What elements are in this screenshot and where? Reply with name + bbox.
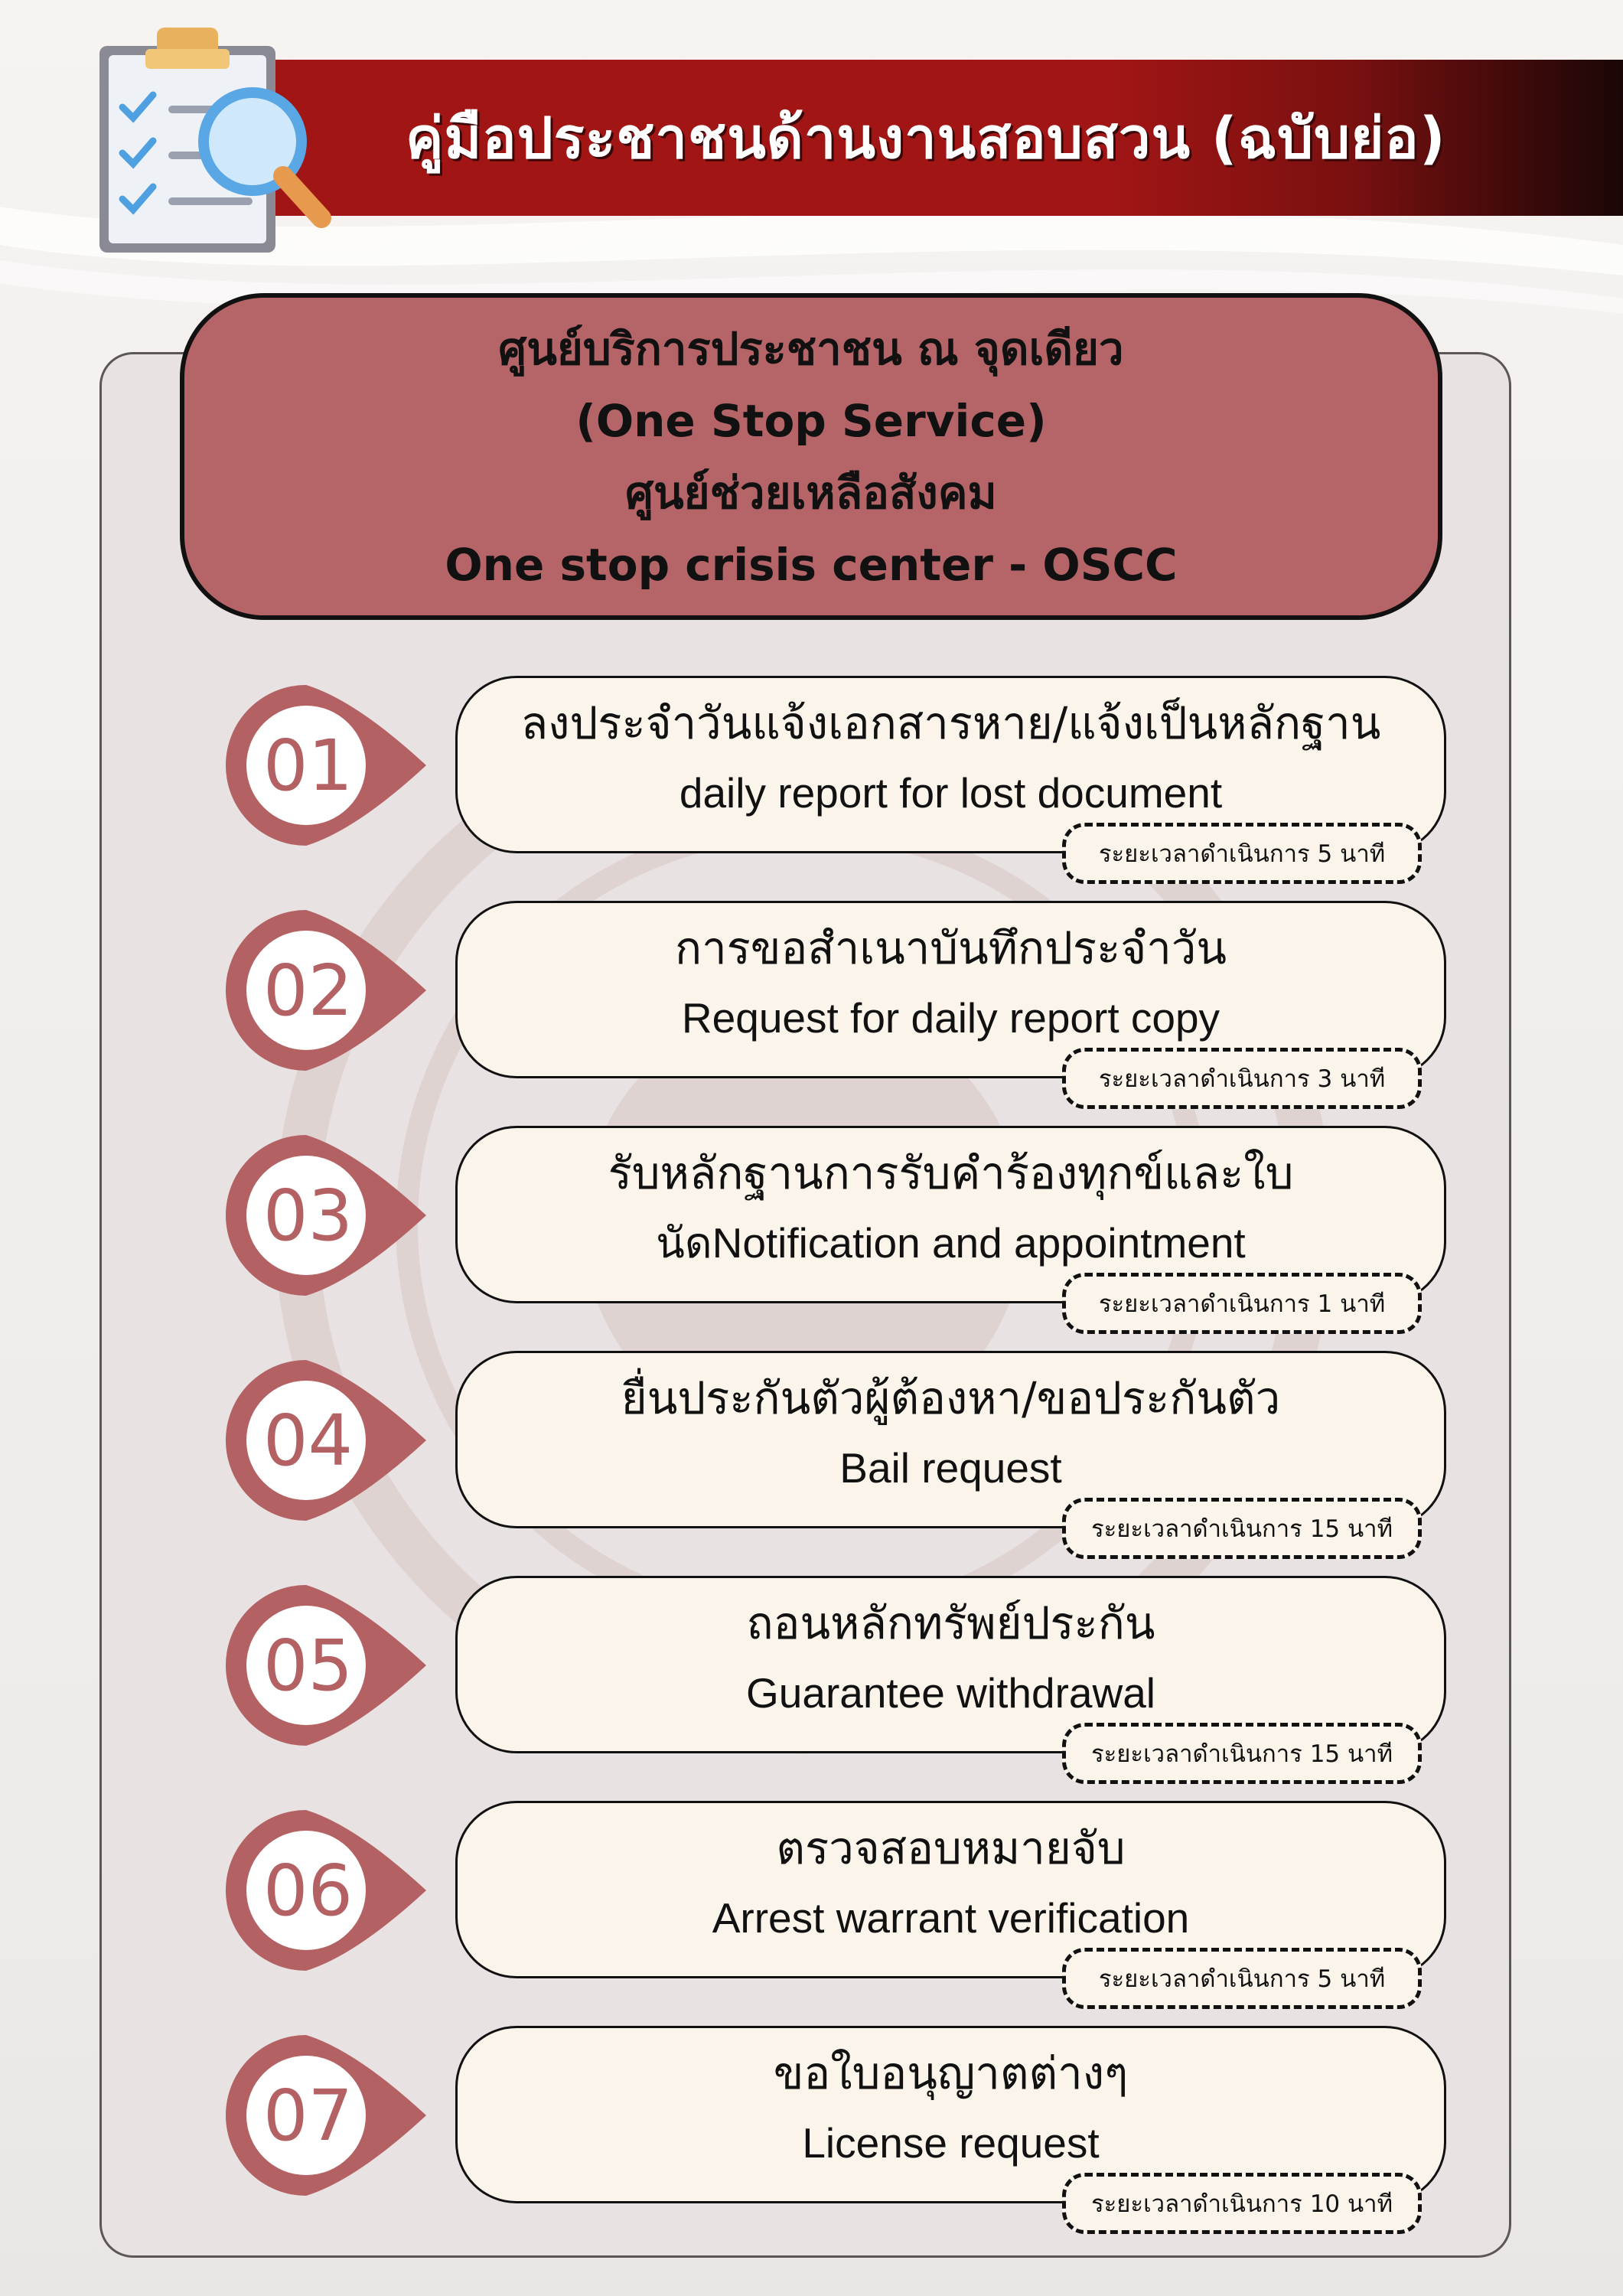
service-line-2: (One Stop Service)	[575, 394, 1047, 447]
step-title-en: Arrest warrant verification	[712, 1894, 1190, 1942]
step-title-en: นัดNotification and appointment	[656, 1219, 1246, 1267]
step-title-en: Bail request	[839, 1444, 1062, 1492]
step-number: 07	[262, 2074, 354, 2157]
duration-tag: ระยะเวลาดำเนินการ 5 นาที	[1062, 1948, 1422, 2009]
step-number: 03	[262, 1174, 354, 1257]
step-row	[0, 1801, 1623, 1993]
step-number: 04	[262, 1399, 354, 1482]
step-number: 01	[262, 724, 354, 807]
service-line-4: One stop crisis center - OSCC	[445, 538, 1178, 591]
step-number: 05	[262, 1624, 354, 1707]
step-title-th: ถอนหลักทรัพย์ประกัน	[746, 1597, 1155, 1649]
duration-tag: ระยะเวลาดำเนินการ 15 นาที	[1062, 1723, 1422, 1784]
service-line-3: ศูนย์ช่วยเหลือสังคม	[625, 466, 997, 519]
step-number: 02	[262, 949, 354, 1032]
step-title-th: การขอสำเนาบันทึกประจำวัน	[674, 922, 1227, 974]
duration-tag: ระยะเวลาดำเนินการ 10 นาที	[1062, 2173, 1422, 2234]
step-title-en: License request	[802, 2119, 1100, 2167]
step-title-en: Guarantee withdrawal	[745, 1669, 1155, 1717]
step-title-en: daily report for lost document	[679, 769, 1223, 817]
clipboard-checklist-magnifier-icon	[92, 23, 337, 260]
service-title-pill	[180, 293, 1442, 620]
duration-tag: ระยะเวลาดำเนินการ 5 นาที	[1062, 823, 1422, 884]
service-line-1: ศูนย์บริการประชาชน ณ จุดเดียว	[498, 322, 1124, 375]
step-row	[0, 901, 1623, 1093]
step-row	[0, 2026, 1623, 2218]
step-title-th: ตรวจสอบหมายจับ	[776, 1822, 1126, 1874]
duration-tag: ระยะเวลาดำเนินการ 1 นาที	[1062, 1273, 1422, 1334]
step-title-th: รับหลักฐานการรับคำร้องทุกข์และใบ	[608, 1147, 1294, 1199]
step-title-th: ลงประจำวันแจ้งเอกสารหาย/แจ้งเป็นหลักฐาน	[520, 697, 1381, 749]
duration-tag: ระยะเวลาดำเนินการ 3 นาที	[1062, 1048, 1422, 1109]
step-row	[0, 1126, 1623, 1318]
step-title-th: ขอใบอนุญาตต่างๆ	[773, 2047, 1129, 2099]
page-title: คู่มือประชาชนด้านงานสอบสวน (ฉบับย่อ)	[406, 106, 1446, 171]
step-row	[0, 1351, 1623, 1543]
duration-tag: ระยะเวลาดำเนินการ 15 นาที	[1062, 1498, 1422, 1559]
step-title-th: ยื่นประกันตัวผู้ต้องหา/ขอประกันตัว	[621, 1372, 1281, 1424]
step-number: 06	[262, 1849, 354, 1932]
step-row	[0, 676, 1623, 868]
step-row	[0, 1576, 1623, 1768]
step-title-en: Request for daily report copy	[681, 994, 1221, 1042]
